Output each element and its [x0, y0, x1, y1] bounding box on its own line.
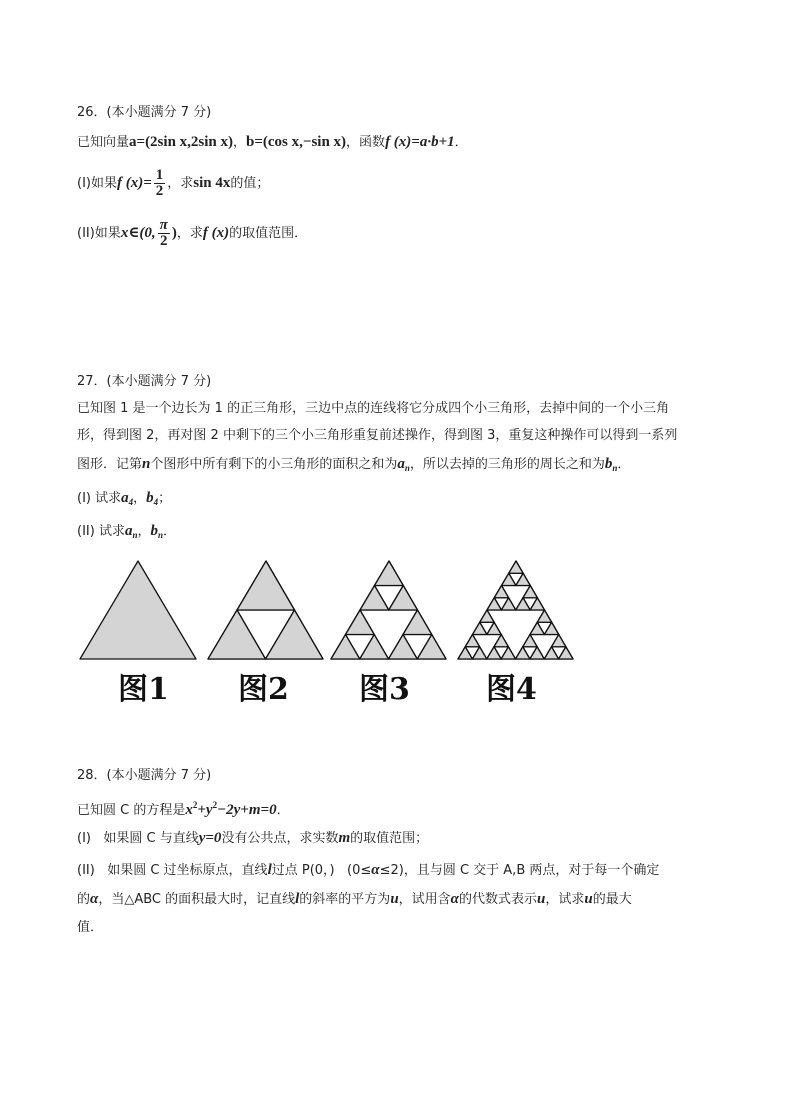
remaining-triangle: [375, 561, 404, 586]
q28-part1: (I) 如果圆 C 与直线y=0没有公共点，求实数m的取值范围；: [77, 830, 429, 846]
fraction-pi-half: $\frac{\pi}{2}$: [159, 217, 168, 249]
vector-b: b=(cos x,−sin x): [246, 134, 347, 150]
q27-stem-line1: 已知图 1 是一个边长为 1 的正三角形，三边中点的连线将它分成四个小三角形，去掉中间的一个小三角: [77, 401, 670, 416]
q27-stem-line3: 图形．记第n个图形中所有剩下的小三角形的面积之和为$a_n$，所以去掉的三角形的周长之和为$b_n$．: [77, 456, 631, 473]
function-f: f (x)=a·b+1: [385, 134, 455, 150]
q28-part2-line1: (II) 如果圆 C 过坐标原点，直线l过点 P(0，) (0≤α≤2)，且与圆 C 交于 A,B 两点，对于每一个确定: [77, 862, 660, 878]
outer-triangle: [80, 561, 196, 659]
q26-stem: 已知向量a=(2sin x,2sin x)，b=(cos x,−sin x)，函数f (x)=a·b+1．: [77, 134, 468, 150]
q27-part1: (I) 试求$a_4$，$b_4$；: [77, 490, 172, 507]
q27-part2: (II) 试求$a_n$，$b_n$．: [77, 523, 177, 540]
figure-3-label: 图3: [359, 672, 410, 707]
figure-2-label: 图2: [238, 672, 289, 707]
remaining-triangle: [237, 561, 295, 610]
q28-header: 28．(本小题满分 7 分): [77, 768, 212, 783]
remaining-triangle: [509, 561, 523, 573]
fraction-one-half: $\frac{1}{2}$: [155, 167, 164, 199]
q26-part1: (I)如果f (x)= $\frac{1}{2}$ ，求sin 4x的值；: [77, 167, 270, 199]
q26-part2: (II)如果x∈(0, $\frac{\pi}{2}$ )，求f (x)的取值范围．: [77, 217, 308, 249]
q27-stem-line2: 形，得到图 2，再对图 2 中剩下的三个小三角形重复前述操作，得到图 3，重复这种操作可以得到一系列: [77, 428, 678, 443]
figure-1-label: 图1: [118, 672, 169, 707]
q28-part2-line3: 值．: [77, 920, 104, 935]
q28-part2-line2: 的α，当△ABC 的面积最大时，记直线l的斜率的平方为u，试用含α的代数式表示u，试求u的最大: [77, 891, 632, 907]
q27-header: 27．(本小题满分 7 分): [77, 374, 212, 389]
figure-4-label: 图4: [486, 672, 537, 707]
q28-stem: 已知圆 C 的方程是$x^2+y^2-2y+m=0$．: [77, 800, 290, 818]
q26-header: 26．(本小题满分 7 分): [77, 105, 212, 120]
vector-a: a=(2sin x,2sin x): [129, 134, 233, 150]
